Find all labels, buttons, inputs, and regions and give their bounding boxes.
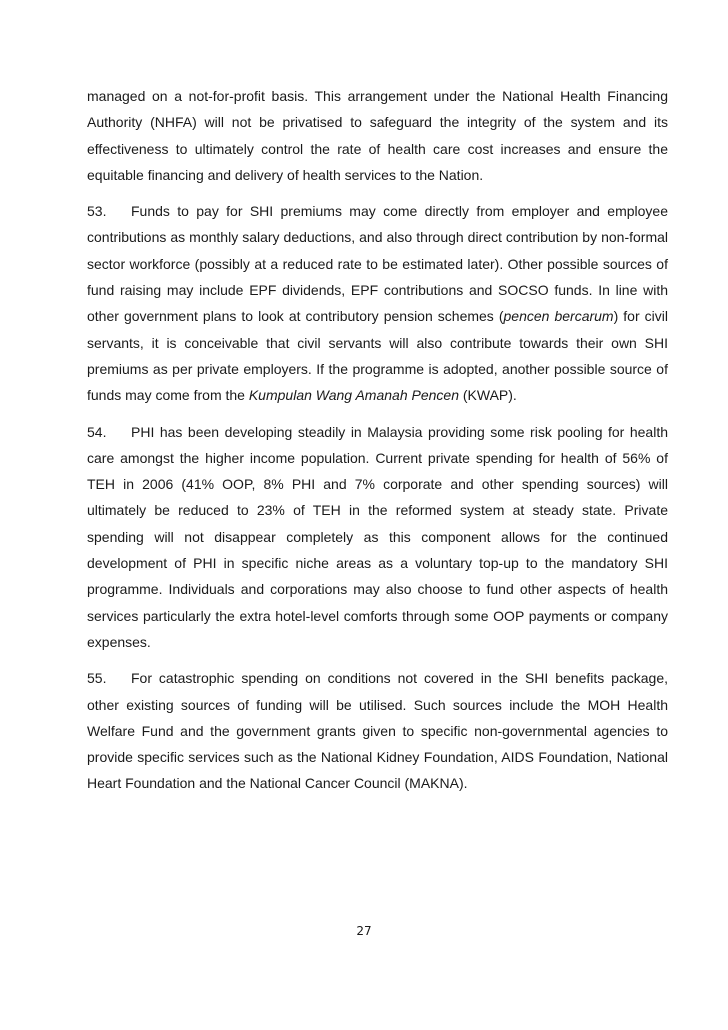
paragraph-55: [87, 665, 668, 796]
paragraph-continued: [87, 83, 668, 188]
paragraph-text: (KWAP).: [458, 387, 517, 404]
paragraph-53: [87, 198, 668, 408]
italic-term: Kumpulan Wang Amanah Pencen: [248, 387, 459, 404]
italic-term: pencen bercarum: [503, 308, 614, 325]
paragraph-number: 53.: [87, 203, 107, 220]
page-number: 27: [356, 924, 372, 938]
paragraph-number: 55.: [87, 670, 107, 687]
paragraph-text: Funds to pay for SHI premiums may come directly from employer and employee contributions as monthly salary deductions, and also through direct contribution by non-formal sector workforce (possibly at a reduced rate to be estimated later). Other possible sources of fund raising may include EPF dividends, EPF contributions and SOCSO funds. In line with other government plans to look at contributory pension schemes (: [87, 203, 668, 325]
body-text: [87, 83, 668, 807]
paragraph-54: [87, 419, 668, 656]
paragraph-number: 54.: [87, 423, 107, 440]
paragraph-text: For catastrophic spending on conditions not covered in the SHI benefits package, other existing sources of funding will be utilised. Such sources include the MOH Health Welfare Fund and the government grants given to specific non-governmental agencies to provide specific services such as the National Kidney Foundation, AIDS Foundation, National Heart Foundation and the National Cancer Council (MAKNA).: [87, 670, 668, 792]
paragraph-text: PHI has been developing steadily in Malaysia providing some risk pooling for health care amongst the higher income population. Current private spending for health of 56% of TEH in 2006 (41% OOP, 8% PHI and 7% corporate and other spending sources) will ultimately be reduced to 23% of TEH in the reformed system at steady state. Private spending will not disappear completely as this component allows for the continued development of PHI in specific niche areas as a voluntary top-up to the mandatory SHI programme. Individuals and corporations may also choose to fund other aspects of health services particularly the extra hotel-level comforts through some OOP payments or company expenses.: [87, 423, 668, 650]
paragraph-text: ) for civil servants, it is conceivable that civil servants will also contribute towards their own SHI premiums as per private employers. If the programme is adopted, another possible source of funds may come from the: [87, 308, 668, 404]
paragraph-text: managed on a not-for-profit basis. This arrangement under the National Health Financing Authority (NHFA) will not be privatised to safeguard the integrity of the system and its effectiveness to ultimately control the rate of health care cost increases and ensure the equitable financing and delivery of health services to the Nation.: [87, 88, 668, 183]
